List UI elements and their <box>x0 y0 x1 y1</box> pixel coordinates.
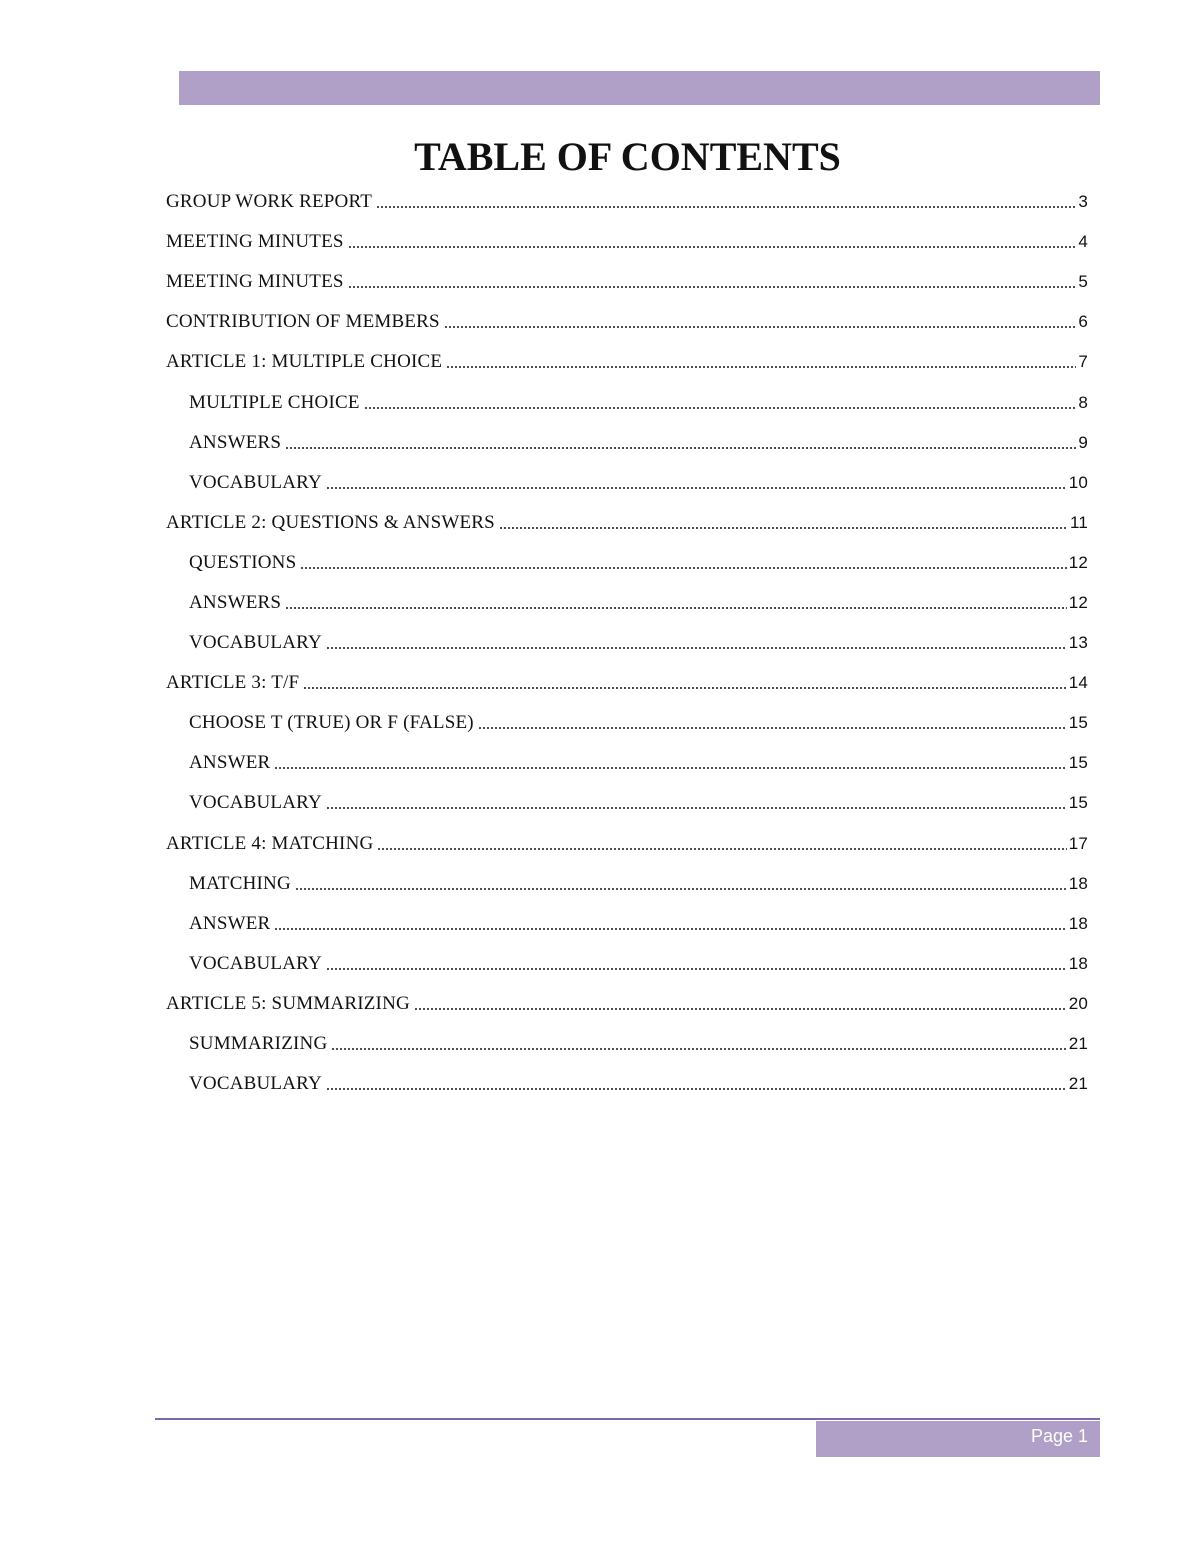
toc-entry-page-number: 15 <box>1068 793 1088 813</box>
toc-entry-label: ANSWER <box>189 752 271 774</box>
toc-subentry[interactable] <box>166 1064 1088 1104</box>
toc-entry[interactable] <box>166 824 1088 864</box>
dot-leader <box>446 364 1076 370</box>
dot-leader <box>414 1006 1067 1012</box>
toc-entry-label: VOCABULARY <box>189 792 322 814</box>
toc-entry-page-number: 12 <box>1068 552 1088 572</box>
dot-leader <box>376 204 1076 210</box>
dot-leader <box>348 244 1077 250</box>
toc-subentry[interactable] <box>166 783 1088 823</box>
dot-leader <box>326 966 1067 972</box>
dot-leader <box>377 846 1066 852</box>
toc-entry-page-number: 18 <box>1068 913 1088 933</box>
toc-entry[interactable] <box>166 342 1088 382</box>
toc-entry[interactable] <box>166 503 1088 543</box>
toc-subentry[interactable] <box>166 583 1088 623</box>
toc-entry-page-number: 9 <box>1078 432 1088 452</box>
toc-subentry[interactable] <box>166 382 1088 422</box>
dot-leader <box>285 445 1076 451</box>
dot-leader <box>444 324 1077 330</box>
toc-entry-page-number: 5 <box>1078 272 1088 292</box>
toc-entry[interactable] <box>166 984 1088 1024</box>
toc-entry-label: VOCABULARY <box>189 471 322 493</box>
footer-rule <box>155 1418 1100 1420</box>
header-band <box>179 71 1100 105</box>
toc-entry-page-number: 3 <box>1078 192 1088 212</box>
toc-entry-page-number: 7 <box>1078 352 1088 372</box>
toc-entry-label: CHOOSE T (TRUE) OR F (FALSE) <box>189 712 474 734</box>
toc-entry[interactable] <box>166 663 1088 703</box>
toc-subentry[interactable] <box>166 623 1088 663</box>
dot-leader <box>274 765 1066 771</box>
dot-leader <box>348 284 1077 290</box>
toc-entry-page-number: 20 <box>1068 993 1088 1013</box>
toc-entry-label: ARTICLE 2: QUESTIONS & ANSWERS <box>166 511 495 533</box>
footer-page-box <box>816 1421 1100 1457</box>
dot-leader <box>274 926 1066 932</box>
table-of-contents <box>166 182 1088 1104</box>
dot-leader <box>285 605 1066 611</box>
dot-leader <box>331 1046 1066 1052</box>
toc-entry-page-number: 4 <box>1078 232 1088 252</box>
dot-leader <box>303 685 1066 691</box>
toc-entry-page-number: 12 <box>1068 592 1088 612</box>
toc-entry-page-number: 10 <box>1068 472 1088 492</box>
toc-subentry[interactable] <box>166 703 1088 743</box>
toc-entry-label: ARTICLE 1: MULTIPLE CHOICE <box>166 351 443 373</box>
dot-leader <box>326 645 1067 651</box>
toc-entry-page-number: 21 <box>1068 1074 1088 1094</box>
toc-entry-label: MULTIPLE CHOICE <box>189 391 360 413</box>
toc-entry-label: VOCABULARY <box>189 952 322 974</box>
dot-leader <box>499 525 1068 531</box>
toc-entry-label: ANSWER <box>189 912 271 934</box>
toc-entry-page-number: 11 <box>1069 512 1088 532</box>
toc-entry-label: ARTICLE 3: T/F <box>166 672 300 694</box>
toc-entry-label: ARTICLE 5: SUMMARIZING <box>166 992 410 1014</box>
toc-entry-label: QUESTIONS <box>189 551 297 573</box>
toc-subentry[interactable] <box>166 1024 1088 1064</box>
toc-entry-page-number: 18 <box>1068 873 1088 893</box>
toc-subentry[interactable] <box>166 864 1088 904</box>
dot-leader <box>326 485 1067 491</box>
toc-subentry[interactable] <box>166 944 1088 984</box>
dot-leader <box>295 886 1067 892</box>
toc-subentry[interactable] <box>166 743 1088 783</box>
toc-entry-label: MATCHING <box>189 872 291 894</box>
toc-entry-page-number: 15 <box>1068 713 1088 733</box>
toc-entry-label: ANSWERS <box>189 591 282 613</box>
toc-entry-page-number: 13 <box>1068 633 1088 653</box>
toc-entry-page-number: 14 <box>1068 673 1088 693</box>
toc-entry-label: MEETING MINUTES <box>166 271 344 293</box>
toc-entry[interactable] <box>166 302 1088 342</box>
page-title: TABLE OF CONTENTS <box>414 134 841 179</box>
toc-entry-label: CONTRIBUTION OF MEMBERS <box>166 311 440 333</box>
toc-entry-label: MEETING MINUTES <box>166 231 344 253</box>
dot-leader <box>326 1086 1067 1092</box>
toc-subentry[interactable] <box>166 463 1088 503</box>
toc-entry[interactable] <box>166 262 1088 302</box>
toc-entry-page-number: 17 <box>1068 833 1088 853</box>
toc-entry-label: SUMMARIZING <box>189 1033 328 1055</box>
toc-entry-label: VOCABULARY <box>189 1073 322 1095</box>
dot-leader <box>300 565 1066 571</box>
toc-entry-label: ARTICLE 4: MATCHING <box>166 832 374 854</box>
toc-entry-page-number: 6 <box>1078 312 1088 332</box>
toc-entry-page-number: 15 <box>1068 753 1088 773</box>
toc-entry[interactable] <box>166 182 1088 222</box>
toc-subentry[interactable] <box>166 423 1088 463</box>
toc-subentry[interactable] <box>166 904 1088 944</box>
toc-entry-label: VOCABULARY <box>189 632 322 654</box>
dot-leader <box>326 805 1067 811</box>
page-number: Page 1 <box>1030 1426 1088 1446</box>
toc-entry-page-number: 21 <box>1068 1034 1088 1054</box>
toc-entry-label: GROUP WORK REPORT <box>166 191 373 213</box>
toc-entry[interactable] <box>166 222 1088 262</box>
dot-leader <box>478 725 1067 731</box>
dot-leader <box>364 405 1077 411</box>
toc-entry-page-number: 18 <box>1068 953 1088 973</box>
toc-subentry[interactable] <box>166 543 1088 583</box>
toc-entry-page-number: 8 <box>1078 392 1088 412</box>
toc-entry-label: ANSWERS <box>189 431 282 453</box>
